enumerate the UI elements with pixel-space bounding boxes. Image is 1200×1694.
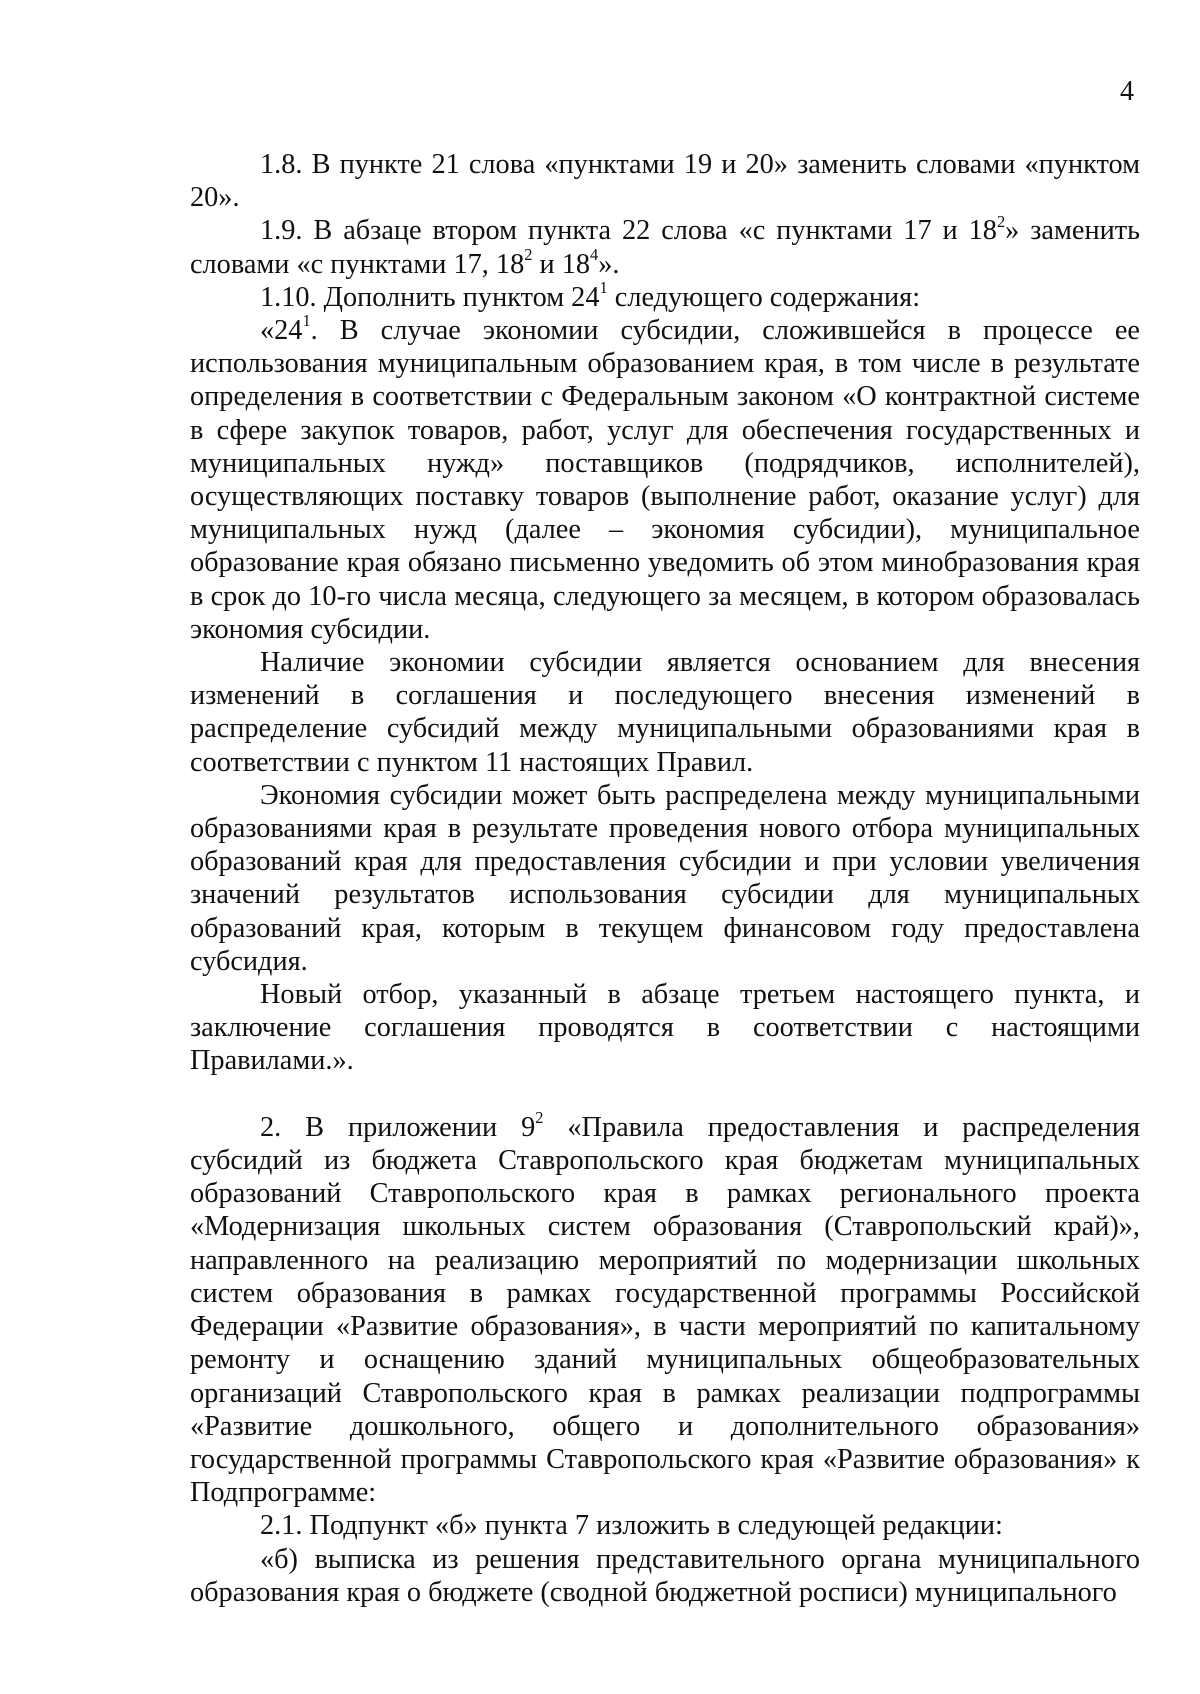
paragraph: [190, 211, 1140, 280]
paragraph: [190, 1509, 1140, 1542]
paragraph: [190, 779, 1140, 978]
paragraph: [190, 1108, 1140, 1509]
paragraph-text: 1.10. Дополнить пунктом 24: [260, 281, 600, 313]
paragraph-text: » заменить словами «с пунктами 17, 18: [190, 215, 1140, 280]
paragraph-text: 2.1. Подпункт «б» пункта 7 изложить в следующей редакции:: [260, 1510, 1003, 1542]
paragraph: [190, 978, 1140, 1078]
paragraph-text: Экономия субсидии может быть распределена между муниципальными образованиями края в результате проведения нового отбора муниципальных образований края для предоставления субсидии и при условии увеличения значений результатов использования субсидии для муниципальных образований края, которым в текущем финансовом году предоставлена субсидия.: [190, 779, 1140, 977]
paragraph-text: Новый отбор, указанный в абзаце третьем настоящего пункта, и заключение соглашения проводятся в соответствии с настоящими Правилами.».: [190, 979, 1140, 1077]
paragraph-text: следующего содержания:: [607, 281, 921, 313]
paragraph-text: 1.9. В абзаце втором пункта 22 слова «с пунктами 17 и 18: [260, 215, 997, 247]
paragraph-text: . В случае экономии субсидии, сложившейся в процессе ее использования муниципальным образованием края, в том числе в результате определения в соответствии с Федеральным законом «О контрактной системе в сфере закупок товаров, работ, услуг для обеспечения государственных и муниципальных нужд» поставщиков (подрядчиков, исполнителей), осуществляющих поставку товаров (выполнение работ, оказание услуг) для муниципальных нужд (далее – экономия субсидии), муниципальное образование края обязано письменно уведомить об этом минобразования края в срок до 10-го числа месяца, следующего за месяцем, в котором образовалась экономия субсидии.: [190, 315, 1140, 645]
page-number: 4: [1120, 76, 1134, 107]
superscript: 2: [535, 1108, 544, 1127]
paragraph-text: «24: [260, 315, 303, 347]
paragraph-text: «Правила предоставления и распределения субсидий из бюджета Ставропольского края бюджетам муниципальных образований Ставропольского края в рамках регионального проекта «Модернизация школьных систем образования (Ставропольский край)», направленного на реализацию мероприятий по модернизации школьных систем образования в рамках государственной программы Российской Федерации «Развитие образования», в части мероприятий по капитальному ремонту и оснащению зданий муниципальных общеобразовательных организаций Ставропольского края в рамках реализации подпрограммы «Развитие дошкольного, общего и дополнительного образования» государственной программы Ставропольского края «Развитие образования» к Подпрограмме:: [190, 1111, 1140, 1509]
paragraph-text: «б) выписка из решения представительного органа муниципального образования края о бюджете (сводной бюджетной росписи) муниципального: [190, 1543, 1140, 1608]
paragraph: [190, 1543, 1140, 1609]
superscript: 2: [996, 211, 1006, 231]
superscript: 4: [590, 244, 599, 264]
paragraph-text: Наличие экономии субсидии является основанием для внесения изменений в соглашения и последующего внесения изменений в распределение субсидий между муниципальными образованиями края в соответствии с пунктом 11 настоящих Правил.: [190, 647, 1140, 778]
paragraph-text: 2. В приложении 9: [260, 1111, 536, 1143]
superscript: 1: [302, 311, 311, 331]
paragraph-text: 1.8. В пункте 21 слова «пунктами 19 и 20» заменить словами «пунктом 20».: [190, 149, 1140, 214]
paragraph: [190, 646, 1140, 779]
paragraph-text: и 18: [532, 248, 591, 280]
superscript: 1: [599, 277, 608, 297]
superscript: 2: [524, 244, 533, 264]
paragraph-text: ».: [598, 248, 620, 280]
paragraph: [190, 311, 1140, 646]
paragraph: [190, 277, 1140, 314]
paragraph: [190, 148, 1140, 214]
document-body: [190, 148, 1140, 1609]
